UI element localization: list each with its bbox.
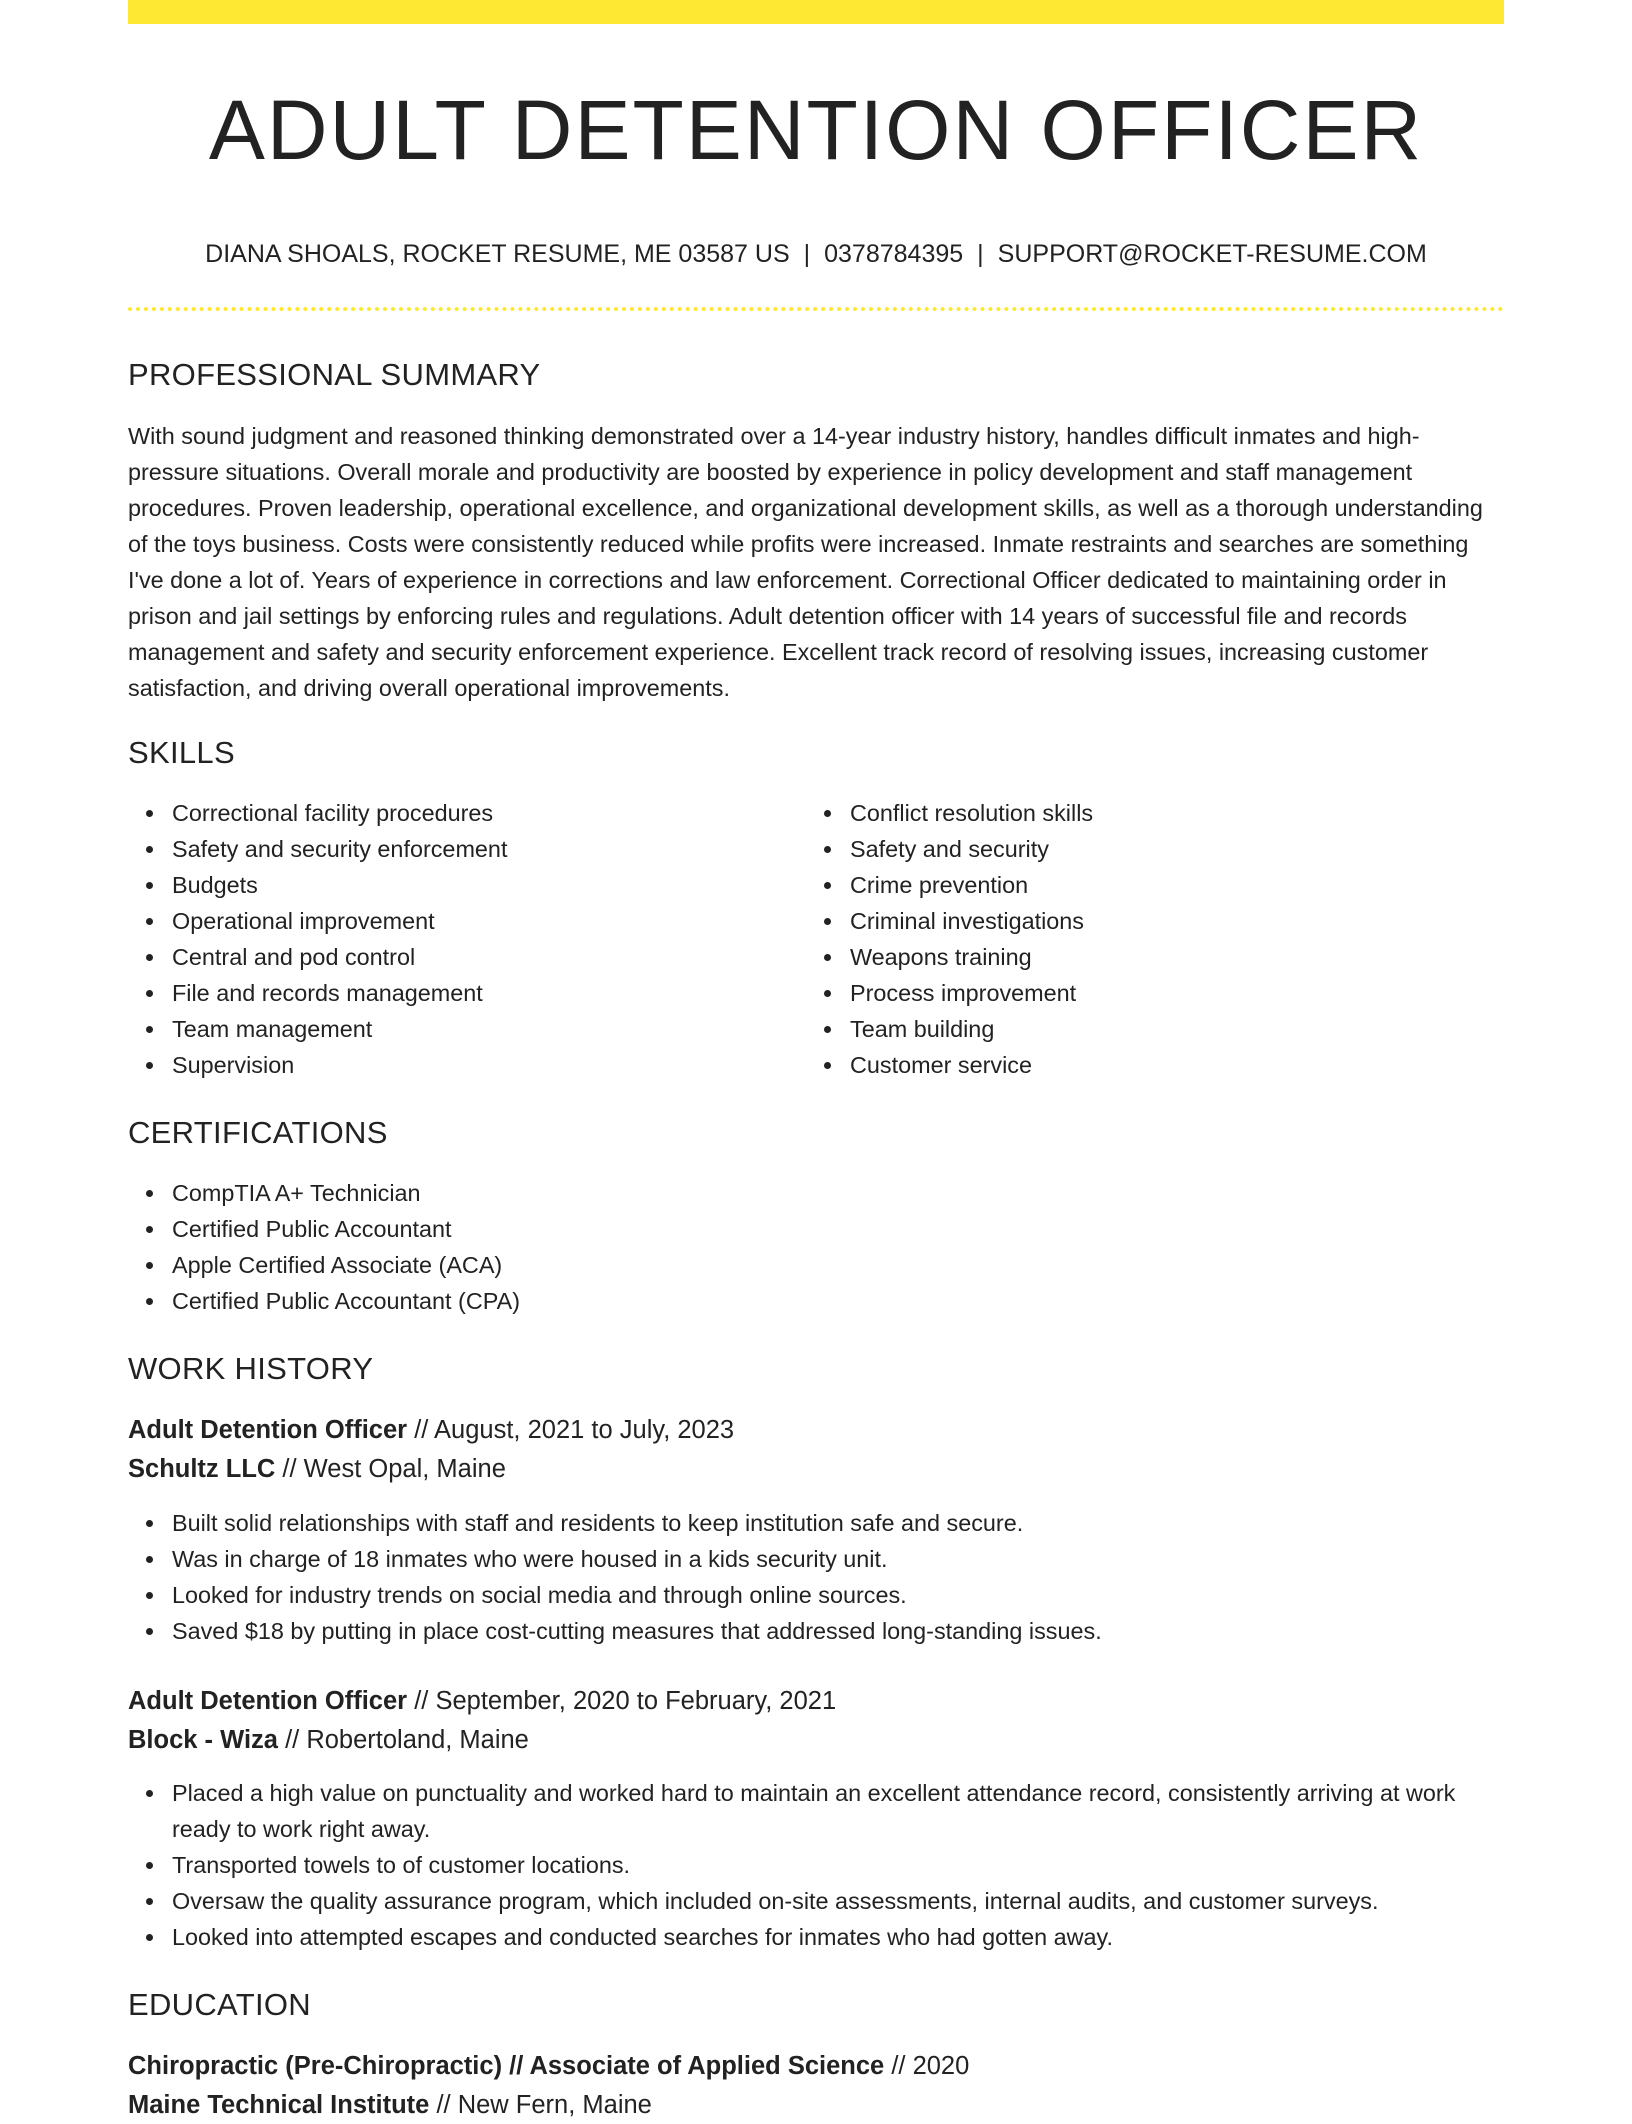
job-location: // Robertoland, Maine — [285, 1726, 529, 1754]
education-degree: Chiropractic (Pre-Chiropractic) // Associate of Applied Science — [128, 2052, 885, 2080]
skill-item: Crime prevention — [806, 867, 1504, 903]
job-bullet: Oversaw the quality assurance program, which included on-site assessments, internal audits, and customer surveys. — [128, 1883, 1504, 1919]
contact-separator: | — [977, 240, 984, 268]
certification-item: CompTIA A+ Technician — [128, 1175, 1504, 1211]
education-school-line — [128, 2086, 652, 2124]
certification-item: Certified Public Accountant — [128, 1211, 1504, 1247]
skill-item: Safety and security — [806, 831, 1504, 867]
certifications-list — [128, 1175, 1504, 1319]
education-degree-line — [128, 2047, 969, 2085]
education-year: // 2020 — [891, 2052, 970, 2080]
certification-item: Certified Public Accountant (CPA) — [128, 1283, 1504, 1319]
job-company-line — [128, 1450, 506, 1488]
education-location: // New Fern, Maine — [436, 2091, 652, 2119]
skill-item: Criminal investigations — [806, 903, 1504, 939]
skill-item: Budgets — [128, 867, 768, 903]
header-divider — [128, 307, 1504, 311]
summary-heading: PROFESSIONAL SUMMARY — [128, 357, 541, 392]
job-title-line — [128, 1682, 836, 1720]
skill-item: Team building — [806, 1011, 1504, 1047]
skill-item: Supervision — [128, 1047, 768, 1083]
summary-text: With sound judgment and reasoned thinking demonstrated over a 14-year industry history, handles difficult inmates and high-pressure situations. Overall morale and productivity are boosted by experience in policy development and staff management procedures. Proven leadership, operational excellence, and organizational development skills, as well as a thorough understanding of the toys business. Costs were consistently reduced while profits were increased. Inmate restraints and searches are something I've done a lot of. Years of experience in corrections and law enforcement. Correctional Officer dedicated to maintaining order in prison and jail settings by enforcing rules and regulations. Adult detention officer with 14 years of successful file and records management and safety and security enforcement experience. Excellent track record of resolving issues, increasing customer satisfaction, and driving overall operational improvements. — [128, 423, 1483, 701]
skills-list-right — [806, 795, 1504, 1083]
job-location: // West Opal, Maine — [282, 1455, 506, 1483]
contact-email: SUPPORT@ROCKET-RESUME.COM — [997, 240, 1427, 268]
job-bullet: Placed a high value on punctuality and worked hard to maintain an excellent attendance record, consistently arriving at work ready to work right away. — [128, 1775, 1504, 1847]
job-company: Block - Wiza — [128, 1726, 278, 1754]
job-bullet: Was in charge of 18 inmates who were housed in a kids security unit. — [128, 1541, 1504, 1577]
skill-item: Conflict resolution skills — [806, 795, 1504, 831]
accent-bar — [128, 0, 1504, 24]
certification-item: Apple Certified Associate (ACA) — [128, 1247, 1504, 1283]
job-bullet: Built solid relationships with staff and residents to keep institution safe and secure. — [128, 1505, 1504, 1541]
job-company: Schultz LLC — [128, 1455, 276, 1483]
job-bullet: Looked into attempted escapes and conducted searches for inmates who had gotten away. — [128, 1919, 1504, 1955]
job-title-line — [128, 1411, 734, 1449]
skills-list-left — [128, 795, 768, 1083]
work-history-heading: WORK HISTORY — [128, 1351, 374, 1386]
job-title: Adult Detention Officer — [128, 1687, 408, 1715]
job-company-line — [128, 1721, 529, 1759]
skill-item: Weapons training — [806, 939, 1504, 975]
job-dates: // September, 2020 to February, 2021 — [414, 1687, 837, 1715]
job-bullets — [128, 1775, 1504, 1955]
contact-address: DIANA SHOALS, ROCKET RESUME, ME 03587 US — [205, 240, 790, 268]
certifications-heading: CERTIFICATIONS — [128, 1115, 388, 1150]
job-dates: // August, 2021 to July, 2023 — [414, 1416, 735, 1444]
resume-title: ADULT DETENTION OFFICER — [208, 83, 1424, 177]
skill-item: Safety and security enforcement — [128, 831, 768, 867]
skill-item: Team management — [128, 1011, 768, 1047]
contact-separator: | — [803, 240, 811, 268]
skill-item: File and records management — [128, 975, 768, 1011]
skill-item: Central and pod control — [128, 939, 768, 975]
job-title: Adult Detention Officer — [128, 1416, 408, 1444]
job-bullets — [128, 1505, 1504, 1649]
education-heading: EDUCATION — [128, 1987, 311, 2022]
skills-heading: SKILLS — [128, 735, 235, 770]
skill-item: Operational improvement — [128, 903, 768, 939]
job-bullet: Looked for industry trends on social media and through online sources. — [128, 1577, 1504, 1613]
job-bullet: Transported towels to of customer locations. — [128, 1847, 1504, 1883]
skill-item: Process improvement — [806, 975, 1504, 1011]
job-bullet: Saved $18 by putting in place cost-cutting measures that addressed long-standing issues. — [128, 1613, 1504, 1649]
skill-item: Customer service — [806, 1047, 1504, 1083]
education-school: Maine Technical Institute — [128, 2091, 430, 2119]
skill-item: Correctional facility procedures — [128, 795, 768, 831]
contact-line — [128, 236, 1504, 272]
contact-phone: 0378784395 — [824, 240, 964, 268]
